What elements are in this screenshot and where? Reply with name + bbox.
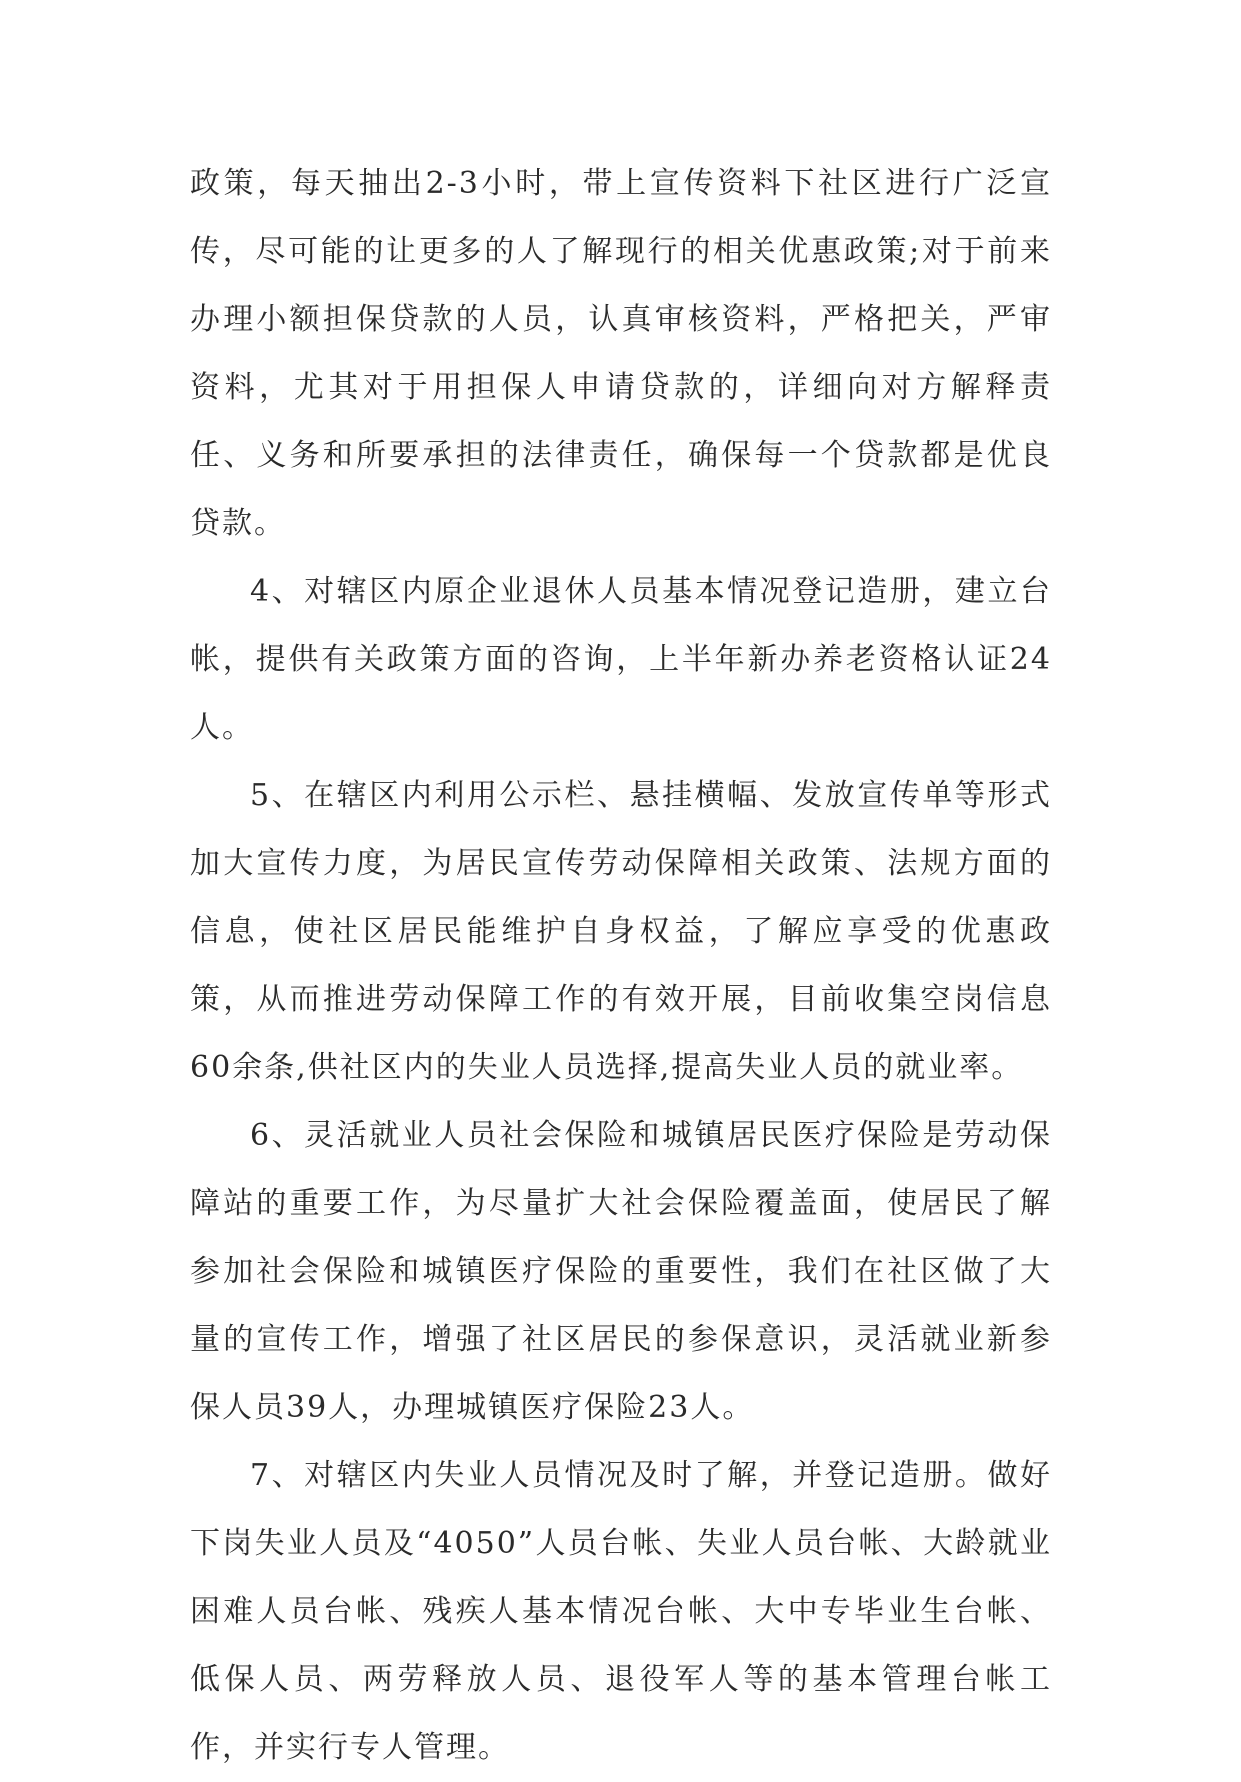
paragraph-item-5: 5、在辖区内利用公示栏、悬挂横幅、发放宣传单等形式加大宣传力度，为居民宣传劳动保障相关政策、法规方面的信息，使社区居民能维护自身权益，了解应享受的优惠政策，从而推进劳动保障工作的有效开展，目前收集空岗信息60余条,供社区内的失业人员选择,提高失业人员的就业率。: [190, 778, 1052, 1085]
paragraph-item-6: 6、灵活就业人员社会保险和城镇居民医疗保险是劳动保障站的重要工作，为尽量扩大社会保险覆盖面，使居民了解参加社会保险和城镇医疗保险的重要性，我们在社区做了大量的宣传工作，增强了社区居民的参保意识，灵活就业新参保人员39人，办理城镇医疗保险23人。: [190, 1118, 1052, 1425]
document-body: [190, 150, 1052, 1782]
paragraph-item-7: 7、对辖区内失业人员情况及时了解，并登记造册。做好下岗失业人员及“4050”人员台帐、失业人员台帐、大龄就业困难人员台帐、残疾人基本情况台帐、大中专毕业生台帐、低保人员、两劳释放人员、退役军人等的基本管理台帐工作，并实行专人管理。: [190, 1458, 1052, 1765]
paragraph-policy-promotion: 政策，每天抽出2-3小时，带上宣传资料下社区进行广泛宣传，尽可能的让更多的人了解现行的相关优惠政策;对于前来办理小额担保贷款的人员，认真审核资料，严格把关，严审资料，尤其对于用担保人申请贷款的，详细向对方解释责任、义务和所要承担的法律责任，确保每一个贷款都是优良贷款。: [190, 166, 1052, 541]
paragraph-item-4: 4、对辖区内原企业退休人员基本情况登记造册，建立台帐，提供有关政策方面的咨询，上半年新办养老资格认证24人。: [190, 574, 1052, 745]
